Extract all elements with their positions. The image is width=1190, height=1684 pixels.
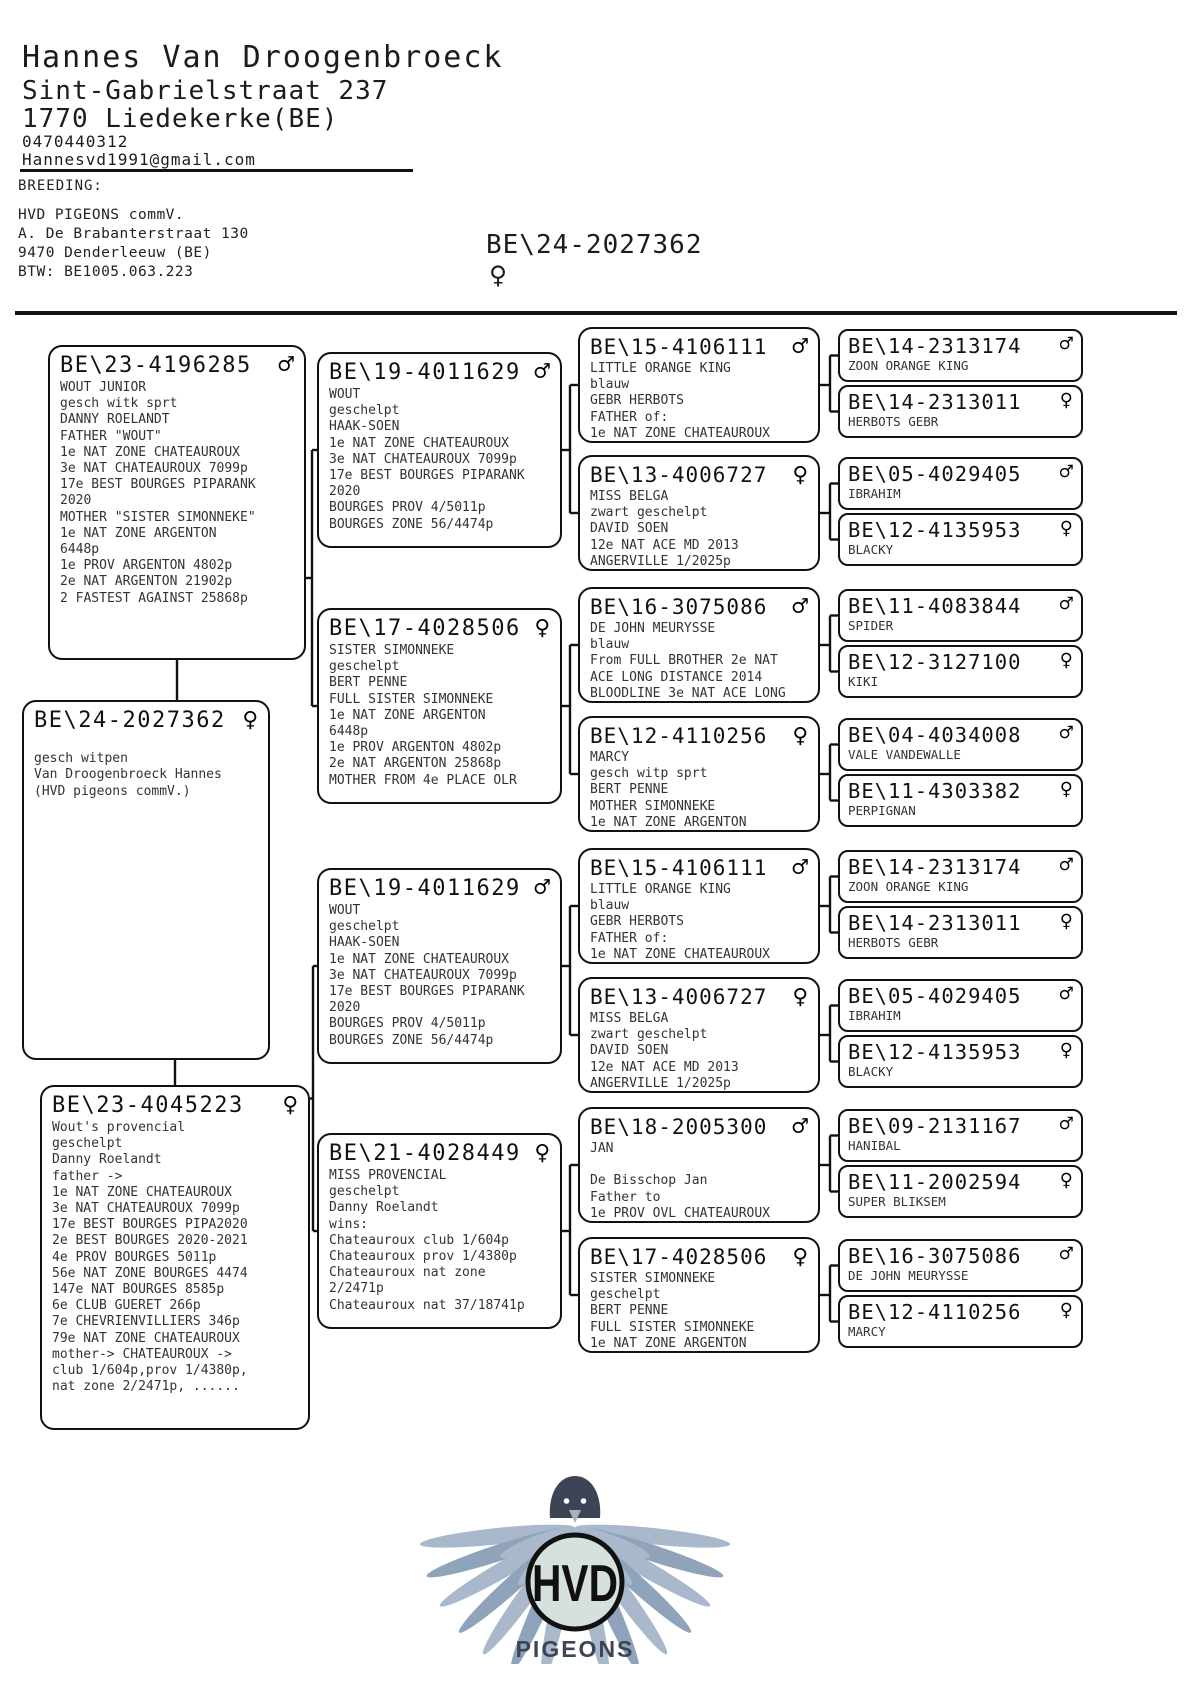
pedigree-box-BE-12-3127100 [838, 645, 1083, 698]
pedigree-box-BE-16-3075086 [578, 587, 820, 703]
female-symbol-icon: ♀ [1059, 1168, 1073, 1193]
pedigree-line: 2020 [329, 1000, 361, 1016]
pedigree-line: (HVD pigeons commV.) [34, 783, 191, 799]
pedigree-box-BE-17-4028506 [317, 608, 562, 804]
female-symbol-icon: ♀ [534, 1138, 550, 1168]
ring-number: BE\04-4034008 [848, 723, 1022, 747]
ring-number: BE\13-4006727 [590, 985, 768, 1009]
pedigree-line: 7e CHEVRIENVILLIERS 346p [52, 1314, 240, 1330]
female-symbol-icon: ♀ [792, 982, 808, 1012]
ring-number: BE\16-3075086 [848, 1244, 1022, 1268]
female-symbol-icon: ♀ [1059, 516, 1073, 541]
pedigree-line: 1e NAT ZONE CHATEAUROUX [52, 1184, 233, 1200]
female-symbol-icon: ♀ [242, 705, 258, 735]
pedigree-line: 2020 [329, 484, 361, 500]
pedigree-line: BOURGES ZONE 56/4474p [329, 1032, 494, 1048]
owner-name: Hannes Van Droogenbroeck [22, 40, 504, 75]
pedigree-line: BOURGES PROV 4/5011p [329, 500, 486, 516]
pedigree-line: BERT PENNE [590, 1303, 669, 1319]
pedigree-line: BERT PENNE [329, 675, 408, 691]
pedigree-box-details [329, 1168, 550, 1314]
header-divider-rule [15, 311, 1177, 315]
pedigree-line: ACE LONG DISTANCE 2014 [590, 669, 763, 685]
ring-number: BE\09-2131167 [848, 1114, 1022, 1138]
pedigree-line: Chateauroux nat 37/18741p [329, 1297, 525, 1313]
pedigree-line: From FULL BROTHER 2e NAT [590, 653, 778, 669]
pedigree-line: 2 FASTEST AGAINST 25868p [60, 590, 248, 606]
pedigree-line: 1e PROV ARGENTON 4802p [60, 558, 233, 574]
ring-number: BE\19-4011629 [329, 360, 521, 385]
pedigree-line: Chateauroux prov 1/4380p [329, 1249, 517, 1265]
ring-number: BE\12-4110256 [590, 724, 768, 748]
pedigree-line: DE JOHN MEURYSSE [590, 621, 716, 636]
ring-number: BE\14-2313174 [848, 334, 1022, 358]
pedigree-line: GEBR HERBOTS [590, 393, 684, 409]
pedigree-line: HAAK-SOEN [329, 419, 400, 435]
pedigree-box-BE-14-2313011 [838, 906, 1083, 959]
pedigree-box-BE-12-4135953 [838, 1035, 1083, 1088]
pedigree-line: club 1/604p,prov 1/4380p, [52, 1363, 248, 1379]
company-line-2: A. De Brabanterstraat 130 [18, 226, 249, 242]
pedigree-line: 1e NAT ZONE CHATEAUROUX [60, 444, 241, 460]
pedigree-line: 6448p [329, 724, 369, 740]
pedigree-line: 2/2471p [329, 1281, 384, 1297]
pedigree-line: De Bisschop Jan [590, 1173, 708, 1189]
pedigree-line: 12e NAT ACE MD 2013 [590, 537, 739, 553]
pigeon-name: ZOON ORANGE KING [848, 358, 969, 373]
pedigree-box-details [590, 882, 808, 963]
pedigree-line: MISS BELGA [590, 489, 669, 504]
ring-number: BE\13-4006727 [590, 463, 768, 487]
pedigree-box-BE-11-4303382 [838, 774, 1083, 827]
ring-number: BE\14-2313011 [848, 390, 1022, 414]
pedigree-line: 17e BEST BOURGES PIPARANK [60, 477, 256, 493]
pedigree-box-BE-12-4110256 [578, 716, 820, 832]
logo-hvd-text: HVD [532, 1555, 618, 1613]
pigeon-name: VALE VANDEWALLE [848, 747, 961, 762]
pedigree-line: geschelpt [590, 1287, 661, 1303]
female-symbol-icon: ♀ [792, 721, 808, 751]
pedigree-line: father -> [52, 1168, 123, 1184]
female-symbol-icon: ♀ [1059, 909, 1073, 934]
pedigree-line: 1e NAT ZONE CHATEAUROUX [590, 425, 771, 441]
pedigree-line: FULL SISTER SIMONNEKE [590, 1319, 755, 1335]
pedigree-box-BE-13-4006727 [578, 977, 820, 1093]
pedigree-line: WOUT [329, 387, 361, 402]
male-symbol-icon: ♂ [1059, 982, 1073, 1007]
pedigree-line: 4e PROV BOURGES 5011p [52, 1249, 217, 1265]
pigeon-name: PERPIGNAN [848, 803, 916, 818]
pedigree-line: WOUT JUNIOR [60, 380, 147, 395]
pedigree-line: 2e NAT ARGENTON 21902p [60, 574, 233, 590]
pedigree-line: FATHER of: [590, 930, 669, 946]
pedigree-box-details [329, 903, 550, 1049]
pedigree-line: blauw [590, 377, 630, 393]
pedigree-line: nat zone 2/2471p, ...... [52, 1379, 240, 1395]
pedigree-line: gesch witpen [34, 751, 128, 767]
ring-number: BE\14-2313174 [848, 855, 1022, 879]
pedigree-box-details [590, 489, 808, 570]
female-symbol-icon: ♀ [1059, 1298, 1073, 1323]
pedigree-line: DAVID SOEN [590, 521, 669, 537]
pedigree-box-BE-18-2005300 [578, 1107, 820, 1223]
pedigree-line: 1e NAT ZONE CHATEAUROUX [329, 951, 510, 967]
male-symbol-icon: ♂ [792, 853, 808, 883]
company-line-4: BTW: BE1005.063.223 [18, 264, 194, 280]
pedigree-line: DAVID SOEN [590, 1043, 669, 1059]
female-symbol-icon: ♀ [489, 258, 508, 293]
owner-street: Sint-Gabrielstraat 237 [22, 76, 389, 106]
pedigree-box-details [590, 621, 808, 702]
pedigree-box-details [52, 1120, 298, 1395]
pigeon-name: ZOON ORANGE KING [848, 879, 969, 894]
pedigree-line: WOUT [329, 903, 361, 918]
pedigree-line: BOURGES PROV 4/5011p [329, 1016, 486, 1032]
pedigree-line: Wout's provencial [52, 1120, 186, 1135]
pedigree-box-details [590, 361, 808, 442]
pedigree-line: 56e NAT ZONE BOURGES 4474 [52, 1265, 248, 1281]
pedigree-box-details [329, 643, 550, 789]
pedigree-box-BE-11-4083844 [838, 589, 1083, 642]
ring-number: BE\05-4029405 [848, 462, 1022, 486]
female-symbol-icon: ♀ [792, 1242, 808, 1272]
pedigree-line: FATHER of: [590, 409, 669, 425]
pedigree-line: BOURGES ZONE 56/4474p [329, 516, 494, 532]
pedigree-line: Van Droogenbroeck Hannes [34, 767, 222, 783]
pedigree-line: 3e NAT CHATEAUROUX 7099p [329, 451, 517, 467]
pedigree-line: 17e BEST BOURGES PIPARANK [329, 468, 525, 484]
logo-pigeons-text: PIGEONS [515, 1636, 635, 1662]
pedigree-box-BE-15-4106111 [578, 848, 820, 964]
male-symbol-icon: ♂ [278, 350, 294, 380]
pedigree-box-details [329, 387, 550, 533]
email-underline-rule [20, 169, 413, 172]
female-symbol-icon: ♀ [1059, 388, 1073, 413]
pedigree-line: blauw [590, 898, 630, 914]
male-symbol-icon: ♂ [792, 1112, 808, 1142]
pedigree-line: Chateauroux club 1/604p [329, 1232, 510, 1248]
pedigree-line: zwart geschelpt [590, 1027, 708, 1043]
pedigree-line: 1e NAT ZONE ARGENTON [590, 814, 747, 830]
pedigree-box-BE-09-2131167 [838, 1109, 1083, 1162]
pigeon-name: KIKI [848, 674, 879, 689]
female-symbol-icon: ♀ [1059, 648, 1073, 673]
pigeon-name: HERBOTS GEBR [848, 414, 939, 429]
pedigree-box-BE-14-2313174 [838, 329, 1083, 382]
pedigree-line: Chateauroux nat zone [329, 1265, 486, 1281]
owner-email: Hannesvd1991@gmail.com [22, 150, 256, 169]
pedigree-line: 147e NAT BOURGES 8585p [52, 1282, 225, 1298]
company-line-1: HVD PIGEONS commV. [18, 207, 185, 223]
pedigree-box-BE-24-2027362 [22, 700, 270, 1060]
female-symbol-icon: ♀ [534, 613, 550, 643]
female-symbol-icon: ♀ [1059, 1038, 1073, 1063]
pedigree-line: 6e CLUB GUERET 266p [52, 1298, 201, 1314]
pedigree-line: 2e BEST BOURGES 2020-2021 [52, 1233, 248, 1249]
pedigree-line: 17e BEST BOURGES PIPARANK [329, 984, 525, 1000]
pedigree-line: MOTHER "SISTER SIMONNEKE" [60, 509, 256, 525]
ring-number: BE\12-4110256 [848, 1300, 1022, 1324]
company-line-3: 9470 Denderleeuw (BE) [18, 245, 212, 261]
pedigree-line: ANGERVILLE 1/2025p [590, 553, 731, 569]
pedigree-line: LITTLE ORANGE KING [590, 361, 731, 376]
pedigree-line: BERT PENNE [590, 782, 669, 798]
pedigree-line: ANGERVILLE 1/2025p [590, 1075, 731, 1091]
pedigree-line: wins: [329, 1216, 369, 1232]
pedigree-line: 1e NAT ZONE CHATEAUROUX [329, 435, 510, 451]
ring-number: BE\11-4083844 [848, 594, 1022, 618]
pedigree-line: SISTER SIMONNEKE [329, 643, 455, 658]
pedigree-box-details [590, 1011, 808, 1092]
male-symbol-icon: ♂ [534, 357, 550, 387]
male-symbol-icon: ♂ [1059, 1112, 1073, 1137]
ring-number: BE\15-4106111 [590, 856, 768, 880]
male-symbol-icon: ♂ [1059, 460, 1073, 485]
pedigree-box-BE-15-4106111 [578, 327, 820, 443]
ring-number: BE\23-4196285 [60, 353, 252, 378]
ring-number: BE\05-4029405 [848, 984, 1022, 1008]
pedigree-line [590, 1157, 808, 1173]
pedigree-line: 17e BEST BOURGES PIPA2020 [52, 1217, 248, 1233]
pedigree-box-BE-14-2313011 [838, 385, 1083, 438]
ring-number: BE\12-3127100 [848, 650, 1022, 674]
pedigree-line: 3e NAT CHATEAUROUX 7099p [60, 461, 248, 477]
pedigree-line: Danny Roelandt [329, 1200, 439, 1216]
pedigree-line: 1e NAT ZONE ARGENTON [60, 525, 217, 541]
female-symbol-icon: ♀ [1059, 777, 1073, 802]
pigeon-name: IBRAHIM [848, 486, 901, 501]
pedigree-line: HAAK-SOEN [329, 935, 400, 951]
pedigree-line: MISS BELGA [590, 1011, 669, 1026]
pedigree-line: geschelpt [329, 659, 400, 675]
owner-phone: 0470440312 [22, 132, 129, 151]
owner-city: 1770 Liedekerke(BE) [22, 104, 339, 134]
pedigree-line: geschelpt [329, 919, 400, 935]
pedigree-line: MOTHER FROM 4e PLACE OLR [329, 772, 517, 788]
pedigree-line: 1e NAT ZONE ARGENTON [590, 1335, 747, 1351]
pedigree-line: JAN [590, 1141, 614, 1156]
pedigree-line: 12e NAT ACE MD 2013 [590, 1059, 739, 1075]
pigeon-name: IBRAHIM [848, 1008, 901, 1023]
ring-number: BE\17-4028506 [329, 616, 521, 641]
ring-number: BE\12-4135953 [848, 1040, 1022, 1064]
pedigree-box-BE-16-3075086 [838, 1239, 1083, 1292]
male-symbol-icon: ♂ [534, 873, 550, 903]
pigeon-name: MARCY [848, 1324, 886, 1339]
pedigree-line: zwart geschelpt [590, 505, 708, 521]
pedigree-line: 3e NAT CHATEAUROUX 7099p [52, 1201, 240, 1217]
female-symbol-icon: ♀ [282, 1090, 298, 1120]
pedigree-box-BE-11-2002594 [838, 1165, 1083, 1218]
pedigree-line: 1e PROV ARGENTON 4802p [329, 740, 502, 756]
pedigree-line: FATHER "WOUT" [60, 428, 162, 444]
pigeon-head-icon [550, 1476, 601, 1523]
pedigree-line: MISS PROVENCIAL [329, 1168, 447, 1183]
pedigree-line: LITTLE ORANGE KING [590, 882, 731, 897]
pigeon-name: SUPER BLIKSEM [848, 1194, 946, 1209]
male-symbol-icon: ♂ [1059, 853, 1073, 878]
pedigree-box-BE-13-4006727 [578, 455, 820, 571]
pigeon-name: SPIDER [848, 618, 894, 633]
pedigree-line: DANNY ROELANDT [60, 412, 170, 428]
ring-number: BE\12-4135953 [848, 518, 1022, 542]
pedigree-line: GEBR HERBOTS [590, 914, 684, 930]
pedigree-line: gesch witk sprt [60, 396, 178, 412]
pigeon-name: HERBOTS GEBR [848, 935, 939, 950]
male-symbol-icon: ♂ [792, 592, 808, 622]
pedigree-line: BLOODLINE 3e NAT ACE LONG [590, 685, 786, 701]
pigeon-name: BLACKY [848, 1064, 894, 1079]
pedigree-line: FULL SISTER SIMONNEKE [329, 691, 494, 707]
pedigree-line: Father to [590, 1189, 661, 1205]
pedigree-box-details [590, 1141, 808, 1222]
pedigree-line: Danny Roelandt [52, 1152, 162, 1168]
ring-number: BE\15-4106111 [590, 335, 768, 359]
pedigree-box-BE-14-2313174 [838, 850, 1083, 903]
female-symbol-icon: ♀ [792, 460, 808, 490]
pedigree-line: 1e NAT ZONE ARGENTON [329, 707, 486, 723]
pedigree-line: blauw [590, 637, 630, 653]
ring-number: BE\14-2313011 [848, 911, 1022, 935]
ring-number: BE\19-4011629 [329, 876, 521, 901]
pedigree-line: 3e NAT CHATEAUROUX 7099p [329, 967, 517, 983]
pedigree-line: geschelpt [329, 1184, 400, 1200]
ring-number: BE\17-4028506 [590, 1245, 768, 1269]
pedigree-line: MOTHER SIMONNEKE [590, 798, 716, 814]
male-symbol-icon: ♂ [1059, 721, 1073, 746]
ring-number: BE\23-4045223 [52, 1093, 244, 1118]
pedigree-box-BE-12-4110256 [838, 1295, 1083, 1348]
pedigree-box-details [590, 1271, 808, 1352]
pedigree-line: geschelpt [329, 403, 400, 419]
pedigree-line: gesch witp sprt [590, 766, 708, 782]
pedigree-line: MARCY [590, 750, 630, 765]
pigeon-name: DE JOHN MEURYSSE [848, 1268, 969, 1283]
pedigree-line: 1e NAT ZONE CHATEAUROUX [590, 946, 771, 962]
ring-number: BE\16-3075086 [590, 595, 768, 619]
ring-number: BE\21-4028449 [329, 1141, 521, 1166]
pedigree-box-BE-19-4011629 [317, 868, 562, 1064]
pedigree-line: 79e NAT ZONE CHATEAUROUX [52, 1330, 240, 1346]
ring-number: BE\24-2027362 [34, 708, 226, 733]
pedigree-line: geschelpt [52, 1136, 123, 1152]
pigeon-name: BLACKY [848, 542, 894, 557]
pedigree-line: 2e NAT ARGENTON 25868p [329, 756, 502, 772]
male-symbol-icon: ♂ [1059, 1242, 1073, 1267]
pedigree-box-BE-23-4045223 [40, 1085, 310, 1430]
male-symbol-icon: ♂ [792, 332, 808, 362]
pigeon-name: HANIBAL [848, 1138, 901, 1153]
pedigree-box-BE-17-4028506 [578, 1237, 820, 1353]
pedigree-line: 2020 [60, 493, 92, 509]
breeding-label: BREEDING: [18, 178, 103, 194]
pedigree-line [34, 735, 258, 751]
pedigree-box-BE-19-4011629 [317, 352, 562, 548]
pedigree-box-BE-23-4196285 [48, 345, 306, 660]
pedigree-box-BE-12-4135953 [838, 513, 1083, 566]
pedigree-line: mother-> CHATEAUROUX -> [52, 1346, 233, 1362]
male-symbol-icon: ♂ [1059, 332, 1073, 357]
hvd-pigeons-logo [405, 1436, 745, 1664]
pedigree-line: SISTER SIMONNEKE [590, 1271, 716, 1286]
pedigree-box-BE-05-4029405 [838, 979, 1083, 1032]
pedigree-box-details [60, 380, 294, 607]
subject-ring-title: BE\24-2027362 [486, 230, 703, 260]
pedigree-box-BE-04-4034008 [838, 718, 1083, 771]
male-symbol-icon: ♂ [1059, 592, 1073, 617]
pedigree-box-BE-05-4029405 [838, 457, 1083, 510]
ring-number: BE\11-4303382 [848, 779, 1022, 803]
ring-number: BE\11-2002594 [848, 1170, 1022, 1194]
ring-number: BE\18-2005300 [590, 1115, 768, 1139]
pedigree-box-details [590, 750, 808, 831]
pedigree-line: 1e PROV OVL CHATEAUROUX [590, 1205, 771, 1221]
pedigree-box-BE-21-4028449 [317, 1133, 562, 1329]
pedigree-line: 6448p [60, 542, 100, 558]
pedigree-box-details [34, 735, 258, 800]
